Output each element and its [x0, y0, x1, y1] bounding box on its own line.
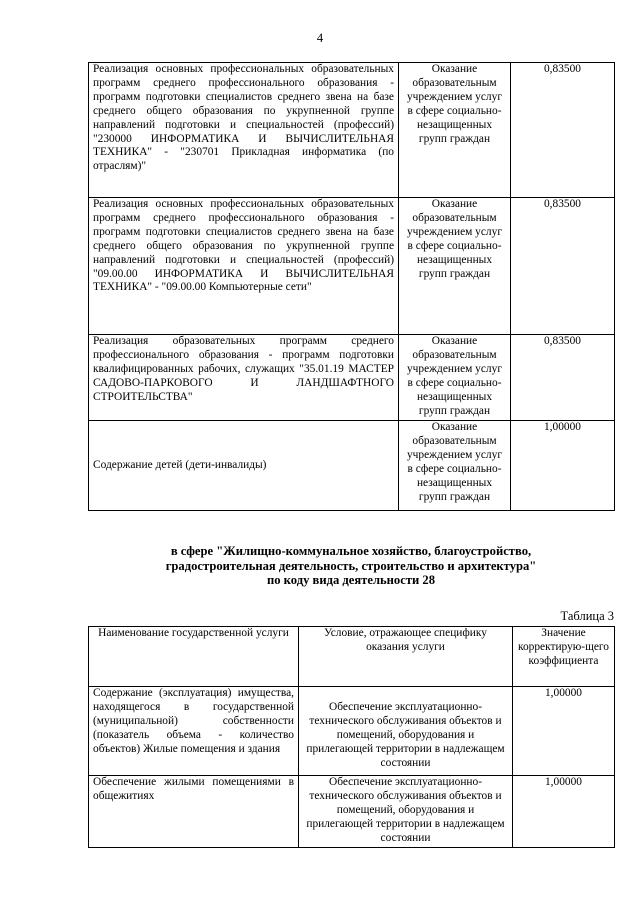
service-condition-cell: Оказание образовательным учреждением услуг в сфере социально-незащищенных групп граждан: [399, 63, 511, 198]
service-name-cell: Обеспечение жилыми помещениями в общежитиях: [89, 776, 299, 848]
service-name-cell: Содержание детей (дети-инвалиды): [89, 421, 399, 511]
service-name-cell: Реализация основных профессиональных образовательных программ среднего профессионального образования - программ подготовки специалистов среднего звена на базе среднего общего образования по укрупненной группе направлений подготовки и специальностей (профессий) "230000 ИНФОРМАТИКА И ВЫЧИСЛИТЕЛЬНАЯ ТЕХНИКА" - "230701 Прикладная информатика (по отраслям)": [89, 63, 399, 198]
service-condition-cell: Обеспечение эксплуатационно-технического обслуживания объектов и помещений, оборудования и прилегающей территории в надлежащем состоянии: [299, 687, 513, 776]
column-header-value: Значение корректирую-щего коэффициента: [513, 627, 615, 687]
table-row: [89, 687, 615, 776]
services-table-continued: [88, 62, 615, 511]
service-condition-cell: Оказание образовательным учреждением услуг в сфере социально-незащищенных групп граждан: [399, 335, 511, 421]
coefficient-cell: 1,00000: [511, 421, 615, 511]
service-name-cell: Содержание (эксплуатация) имущества, находящегося в государственной (муниципальной) собственности (показатель объема - количество объектов) Жилые помещения и здания: [89, 687, 299, 776]
service-condition-cell: Обеспечение эксплуатационно-технического обслуживания объектов и помещений, оборудования и прилегающей территории в надлежащем состоянии: [299, 776, 513, 848]
coefficient-cell: 0,83500: [511, 335, 615, 421]
page-number: 4: [316, 31, 324, 45]
service-name-cell: Реализация образовательных программ среднего профессионального образования - программ подготовки квалифицированных рабочих, служащих "35.01.19 МАСТЕР САДОВО-ПАРКОВОГО И ЛАНДШАФТНОГО СТРОИТЕЛЬСТВА": [89, 335, 399, 421]
service-name-cell: Реализация основных профессиональных образовательных программ среднего профессионального образования - программ подготовки специалистов среднего звена на базе среднего общего образования по укрупненной группе направлений подготовки и специальностей (профессий) "09.00.00 ИНФОРМАТИКА И ВЫЧИСЛИТЕЛЬНАЯ ТЕХНИКА" - "09.00.00 Компьютерные сети": [89, 198, 399, 335]
coefficient-cell: 1,00000: [513, 687, 615, 776]
service-condition-cell: Оказание образовательным учреждением услуг в сфере социально-незащищенных групп граждан: [399, 198, 511, 335]
table-3: [88, 626, 615, 848]
table-caption: Таблица 3: [560, 609, 614, 623]
column-header-name: Наименование государственной услуги: [89, 627, 299, 687]
coefficient-cell: 1,00000: [513, 776, 615, 848]
table-row: [89, 335, 615, 421]
coefficient-cell: 0,83500: [511, 63, 615, 198]
column-header-condition: Условие, отражающее специфику оказания услуги: [299, 627, 513, 687]
table-row: [89, 63, 615, 198]
table-row: [89, 421, 615, 511]
table-row: [89, 776, 615, 848]
section-heading-line: градостроительная деятельность, строительство и архитектура": [165, 558, 537, 573]
section-heading-line: по коду вида деятельности 28: [266, 573, 436, 588]
table-header-row: [89, 627, 615, 687]
service-condition-cell: Оказание образовательным учреждением услуг в сфере социально-незащищенных групп граждан: [399, 421, 511, 511]
section-heading-line: в сфере "Жилищно-коммунальное хозяйство, благоустройство,: [170, 544, 532, 558]
section-heading: [88, 544, 614, 588]
coefficient-cell: 0,83500: [511, 198, 615, 335]
table-row: [89, 198, 615, 335]
